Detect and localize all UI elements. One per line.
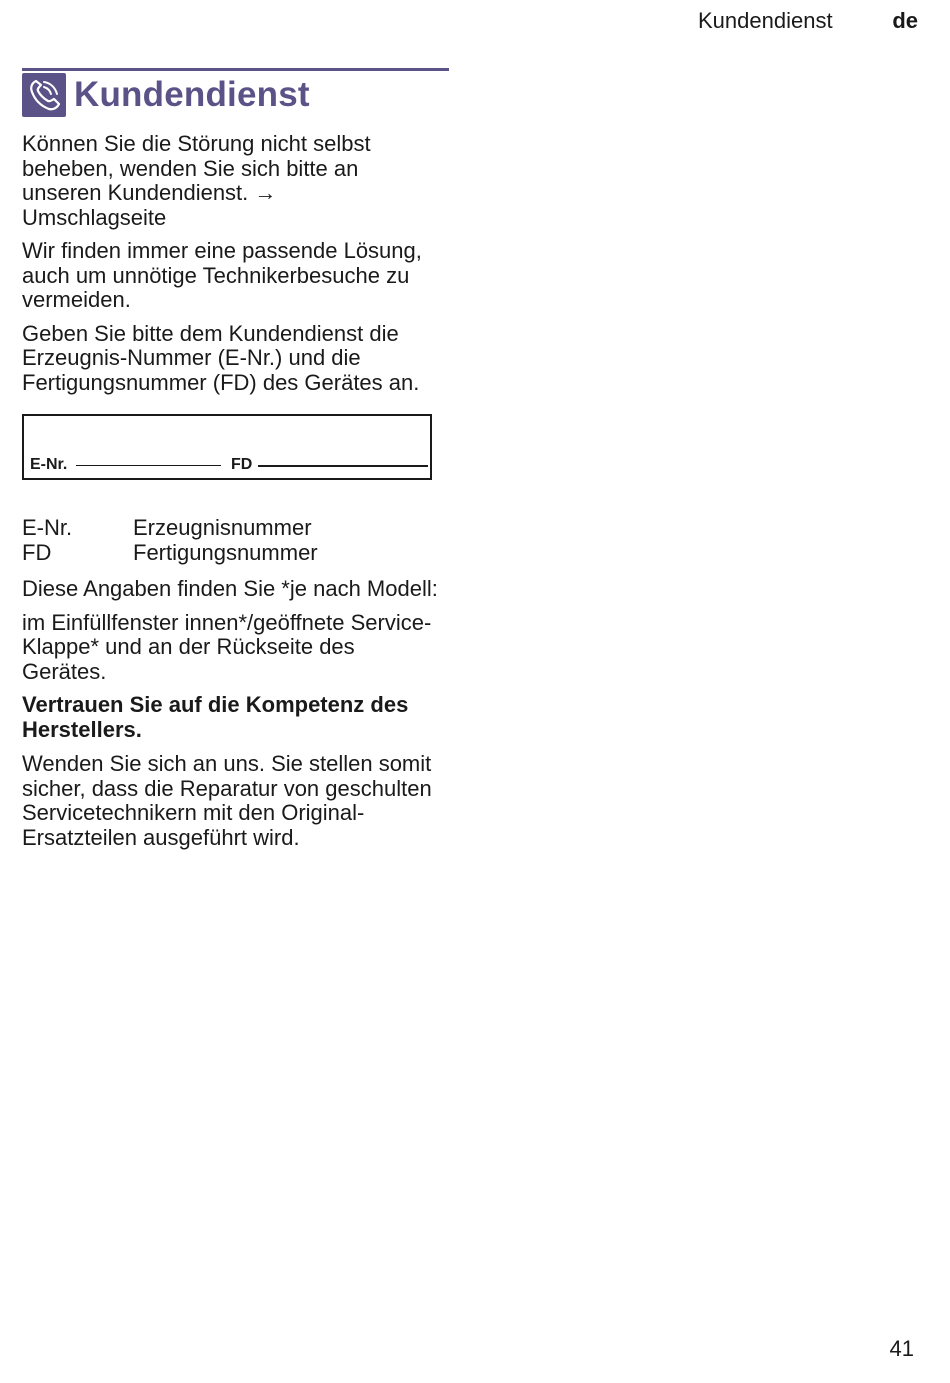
main-content [22,132,442,859]
running-head-section: Kundendienst [698,8,833,33]
definition-meaning: Fertigungsnummer [133,539,318,565]
enr-label: E-Nr. [30,456,68,473]
paragraph-contact [22,132,442,230]
device-number-form [22,414,432,480]
paragraph-service: Wenden Sie sich an uns. Sie stellen somit sicher, dass die Reparatur von geschulten Servicetechnikern mit den Original-Ersatzteilen ausgeführt wird. [22,751,432,850]
running-head [690,8,920,36]
paragraph-location-intro: Diese Angaben finden Sie *je nach Modell: [22,576,438,601]
definition-row [22,516,442,541]
definition-term: FD [22,539,52,565]
page-title: Kundendienst [74,75,310,114]
cover-page-reference: Umschlagseite [22,204,167,230]
paragraph-numbers: Geben Sie bitte dem Kundendienst die Erzeugnis-Nummer (E-Nr.) und die Fertigungsnummer (FD) des Gerätes an. [22,320,420,395]
page-number: 41 [889,1336,914,1361]
language-code: de [892,8,918,33]
fd-entry-line [258,465,428,467]
enr-entry-line [76,465,221,466]
paragraph-trust-heading: Vertrauen Sie auf die Kompetenz des Herstellers. [22,692,409,742]
fd-label: FD [231,456,253,473]
definition-row [22,541,442,566]
definition-term: E-Nr. [22,515,73,540]
phone-icon [22,73,66,117]
section-heading [22,68,449,119]
arrow-right-icon: → [254,180,277,205]
paragraph-contact-text: Können Sie die Störung nicht selbst beheben, wenden Sie sich bitte an unseren Kundendienst. [22,131,371,205]
definition-list [22,516,442,565]
paragraph-solution: Wir finden immer eine passende Lösung, auch um unnötige Technikerbesuche zu vermeiden. [22,238,422,312]
definition-meaning: Erzeugnisnummer [133,515,312,540]
paragraph-location: im Einfüllfenster innen*/geöffnete Service-Klappe* und an der Rückseite des Gerätes. [22,609,432,684]
